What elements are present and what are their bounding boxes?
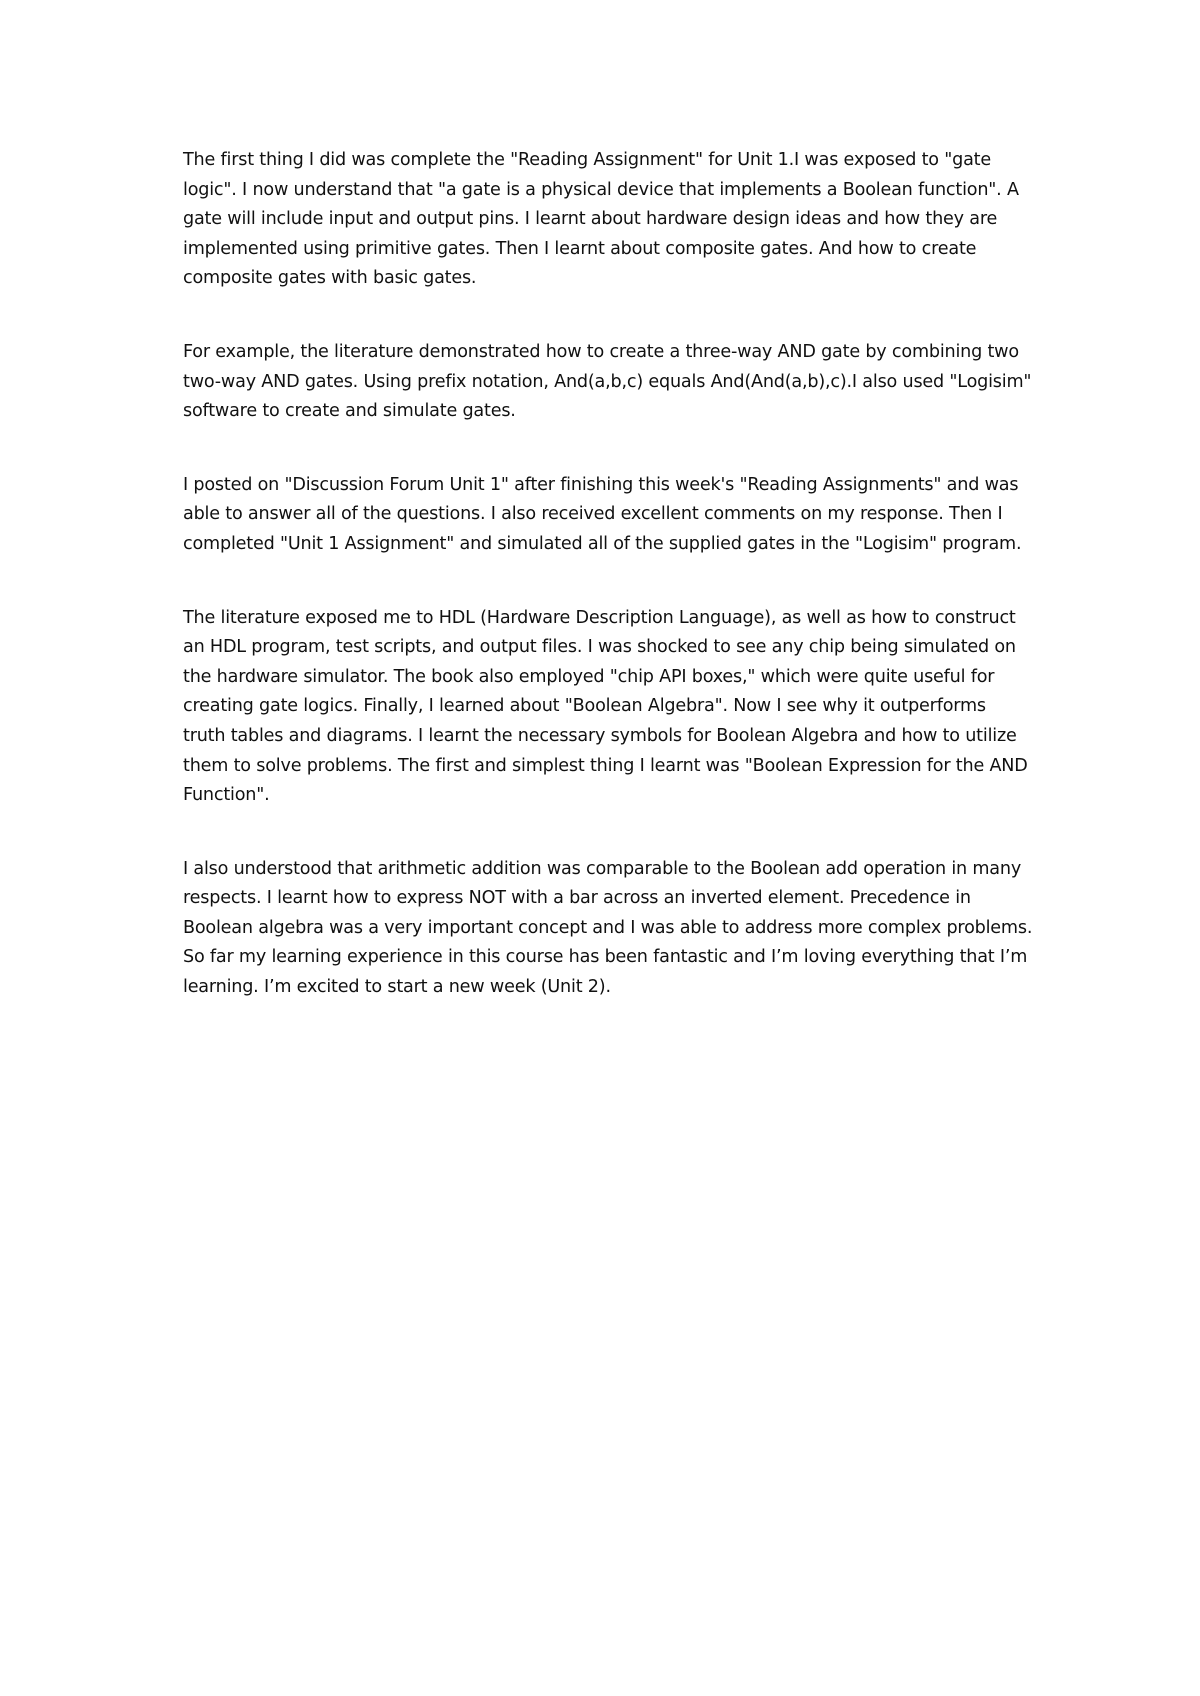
paragraph-2: For example, the literature demonstrated how to create a three-way AND gate by combining two two-way AND gates. Using prefix notation, And(a,b,c) equals And(And(a,b),c).I also used "Logisim" software to create and simulate gates. [183, 341, 1032, 422]
paragraph-3: I posted on "Discussion Forum Unit 1" after finishing this week's "Reading Assignments" and was able to answer all of the questions. I also received excellent comments on my response. Then I completed "Unit 1 Assignment" and simulated all of the supplied gates in the "Logisim" program. [183, 474, 1022, 554]
paragraph-4: The literature exposed me to HDL (Hardware Description Language), as well as how to construct an HDL program, test scripts, and output files. I was shocked to see any chip being simulated on the hardware simulator. The book also employed "chip API boxes," which were quite useful for creating gate logics. Finally, I learned about "Boolean Algebra". Now I see why it outperforms truth tables and diagrams. I learnt the necessary symbols for Boolean Algebra and how to utilize them to solve problems. The first and simplest thing I learnt was "Boolean Expression for the AND Function". [183, 607, 1028, 806]
paragraph-5: I also understood that arithmetic addition was comparable to the Boolean add operation in many respects. I learnt how to express NOT with a bar across an inverted element. Precedence in Boolean algebra was a very important concept and I was able to address more complex problems. So far my learning experience in this course has been fantastic and I’m loving everything that I’m learning. I’m excited to start a new week (Unit 2). [183, 858, 1033, 998]
document-body [183, 146, 1033, 1047]
paragraph-1: The first thing I did was complete the "Reading Assignment" for Unit 1.I was exposed to "gate logic". I now understand that "a gate is a physical device that implements a Boolean function". A gate will include input and output pins. I learnt about hardware design ideas and how they are implemented using primitive gates. Then I learnt about composite gates. And how to create composite gates with basic gates. [183, 150, 1019, 289]
